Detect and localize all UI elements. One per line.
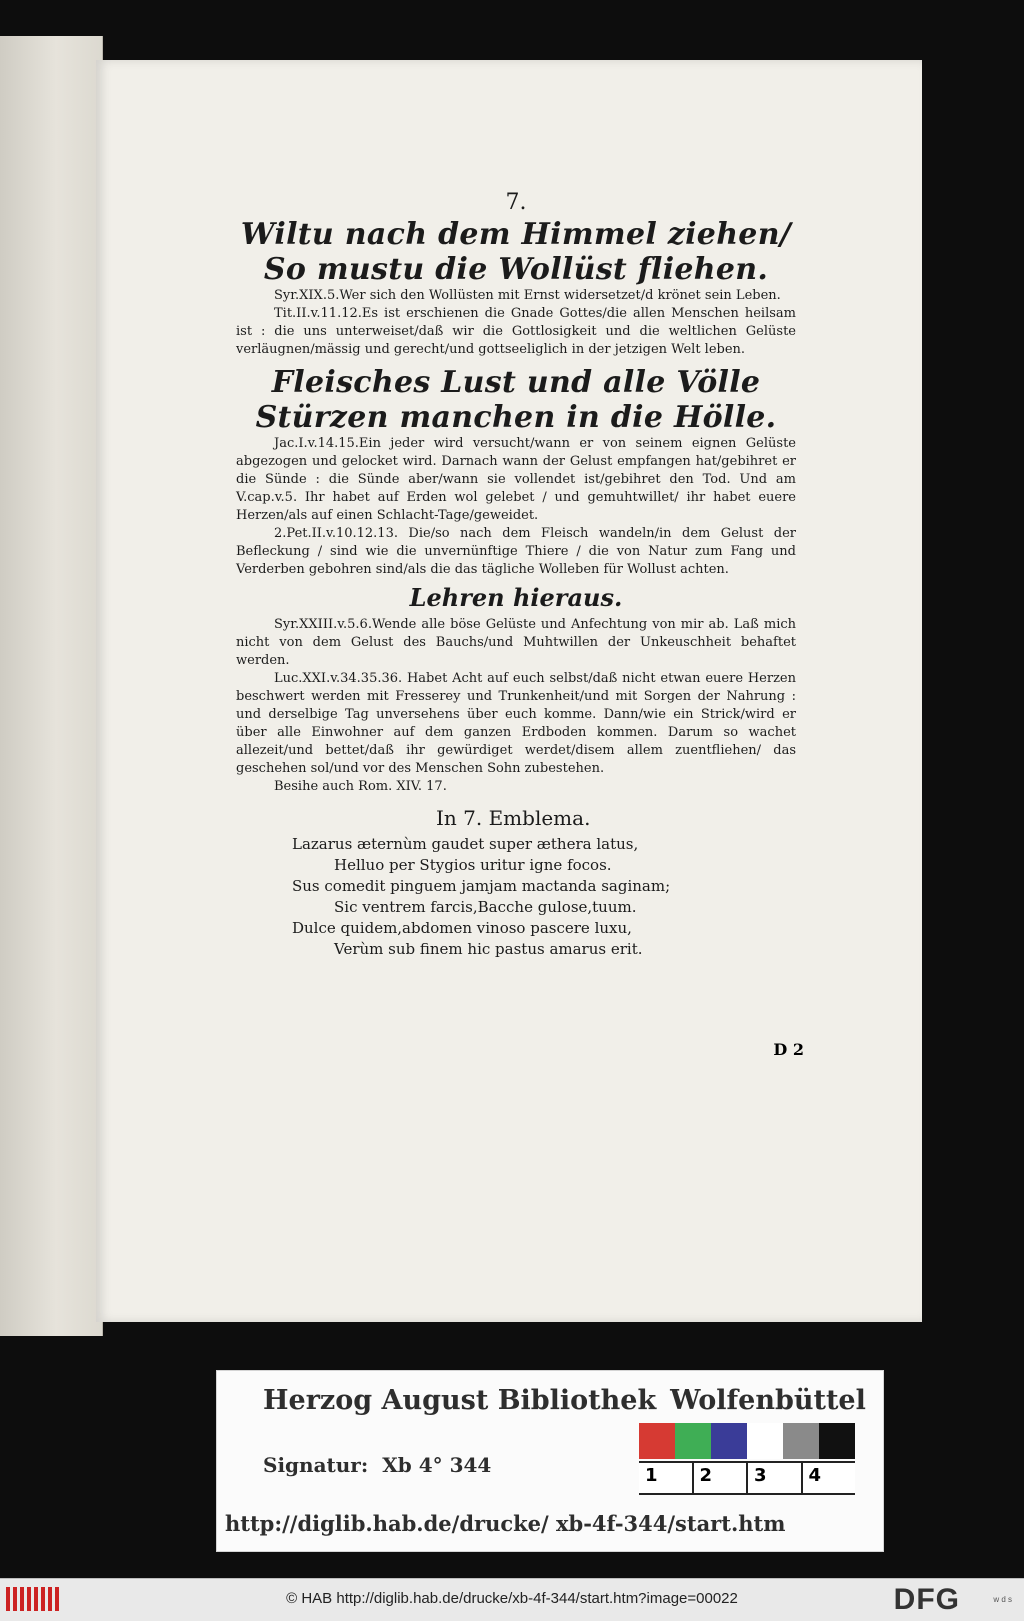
motto-line: So mustu die Wollüst fliehen. <box>263 252 769 287</box>
ruler-segment <box>801 1463 856 1493</box>
motto-line: Wiltu nach dem Himmel ziehen/ <box>240 217 792 252</box>
scripture-paragraph: Luc.XXI.v.34.35.36. Habet Acht auf euch selbst/daß nicht etwan euere Herzen beschwert werden mit Fresserey und Trunkenheit/und mit Sorgen der Nahrung : und derselbige Tag unversehens über euch komme. Dann/wie ein Strick/wird er über alle Einwohner auf dem ganzen Erdboden kommen. Darum so wachet allezeit/und bettet/daß ihr gewürdiget werdet/disem allem zuentfliehen/ das geschehen sol/und vor des Menschen Sohn zubestehen. <box>236 671 796 776</box>
verse-line: Lazarus æternùm gaudet super æthera latus, <box>292 835 639 853</box>
ruler-number: 4 <box>808 1465 822 1486</box>
shelfmark <box>263 1453 491 1477</box>
catalog-url[interactable]: http://diglib.hab.de/drucke/ xb-4f-344/start.htm <box>225 1511 786 1536</box>
scripture-paragraph: Syr.XIX.5.Wer sich den Wollüsten mit Ernst widersetzet/d krönet sein Leben. <box>274 288 781 303</box>
library-title <box>263 1385 866 1416</box>
book-page <box>96 60 922 1322</box>
swatch-white <box>747 1423 783 1459</box>
scripture-paragraph: Jac.I.v.14.15.Ein jeder wird versucht/wann er von seinem eignen Gelüste abgezogen und gelocket wird. Darnach wann der Gelust empfangen hat/gebihret er die Sünde : die Sünde aber/wann sie vollendet ist/gebihret den Tod. Und am V.cap.v.5. Ihr habet auf Erden wol gelebet / und gemuhtwillet/ ihr habet euere Herzen/als auf einen Schlacht-Tage/geweidet. <box>236 436 796 523</box>
swatch-red <box>639 1423 675 1459</box>
shelfmark-label: Signatur: <box>263 1453 369 1477</box>
library-label-card <box>216 1370 884 1552</box>
color-calibration-bar <box>639 1423 855 1459</box>
motto-line: Fleisches Lust und alle Völle <box>271 365 761 400</box>
verse-line: Sic ventrem farcis,Bacche gulose,tuum. <box>334 898 637 916</box>
signature-mark: D 2 <box>773 1040 804 1059</box>
page-number: 7. <box>505 190 527 215</box>
facing-page-edge <box>0 36 103 1336</box>
scripture-paragraph: Syr.XXIII.v.5.6.Wende alle böse Gelüste und Anfechtung von mir ab. Laß mich nicht von dem Gelust des Bauchs/und Muhtwillen der Unkeuschheit behaftet werden. <box>236 617 796 668</box>
verse-line: Sus comedit pinguem jamjam mactanda saginam; <box>292 877 671 895</box>
latin-verse <box>236 834 796 960</box>
verse-line: Verùm sub finem hic pastus amarus erit. <box>334 940 643 958</box>
scale-ruler <box>639 1461 855 1495</box>
library-city: Wolfenbüttel <box>670 1385 866 1416</box>
ruler-number: 3 <box>754 1465 767 1486</box>
verse-line: Helluo per Stygios uritur igne focos. <box>334 856 612 874</box>
ruler-number: 2 <box>699 1465 713 1486</box>
library-name: Herzog August Bibliothek <box>263 1385 657 1416</box>
swatch-blue <box>711 1423 747 1459</box>
swatch-green <box>675 1423 711 1459</box>
scripture-paragraph: Tit.II.v.11.12.Es ist erschienen die Gnade Gottes/die allen Menschen heilsam ist : die uns unterweiset/daß wir die Gottlosigkeit und die weltlichen Gelüste verläugnen/mässig und gerecht/und gottseeliglich in der jetzigen Welt leben. <box>236 306 796 357</box>
ruler-segment <box>746 1463 801 1493</box>
scripture-reference: Besihe auch Rom. XIV. 17. <box>274 779 447 794</box>
verse-line: Dulce quidem,abdomen vinoso pascere luxu, <box>292 919 632 937</box>
second-motto <box>236 365 796 435</box>
footer-credit[interactable]: © HAB http://diglib.hab.de/drucke/xb-4f-344/start.htm?image=00022 <box>286 1590 738 1607</box>
viewer-footer <box>0 1578 1024 1621</box>
dfg-logo: DFG <box>893 1583 960 1616</box>
footer-small-text: w d s <box>993 1595 1012 1604</box>
motto <box>236 217 796 287</box>
swatch-black <box>819 1423 855 1459</box>
scripture-paragraph: 2.Pet.II.v.10.12.13. Die/so nach dem Fleisch wandeln/in dem Gelust der Befleckung / sind wie die unvernünftige Thiere / die von Natur zum Fang und Verderben gebohren sind/als die das tägliche Wolleben für Wollust achten. <box>236 526 796 577</box>
ruler-number: 1 <box>645 1465 658 1486</box>
shelfmark-value: Xb 4° 344 <box>382 1453 492 1477</box>
swatch-gray <box>783 1423 819 1459</box>
page-content <box>236 190 796 960</box>
ruler-segment <box>639 1463 692 1493</box>
motto-line: Stürzen manchen in die Hölle. <box>255 400 777 435</box>
lessons-heading: Lehren hieraus. <box>409 583 623 612</box>
ruler-segment <box>692 1463 747 1493</box>
emblem-title: In 7. Emblema. <box>436 806 591 830</box>
